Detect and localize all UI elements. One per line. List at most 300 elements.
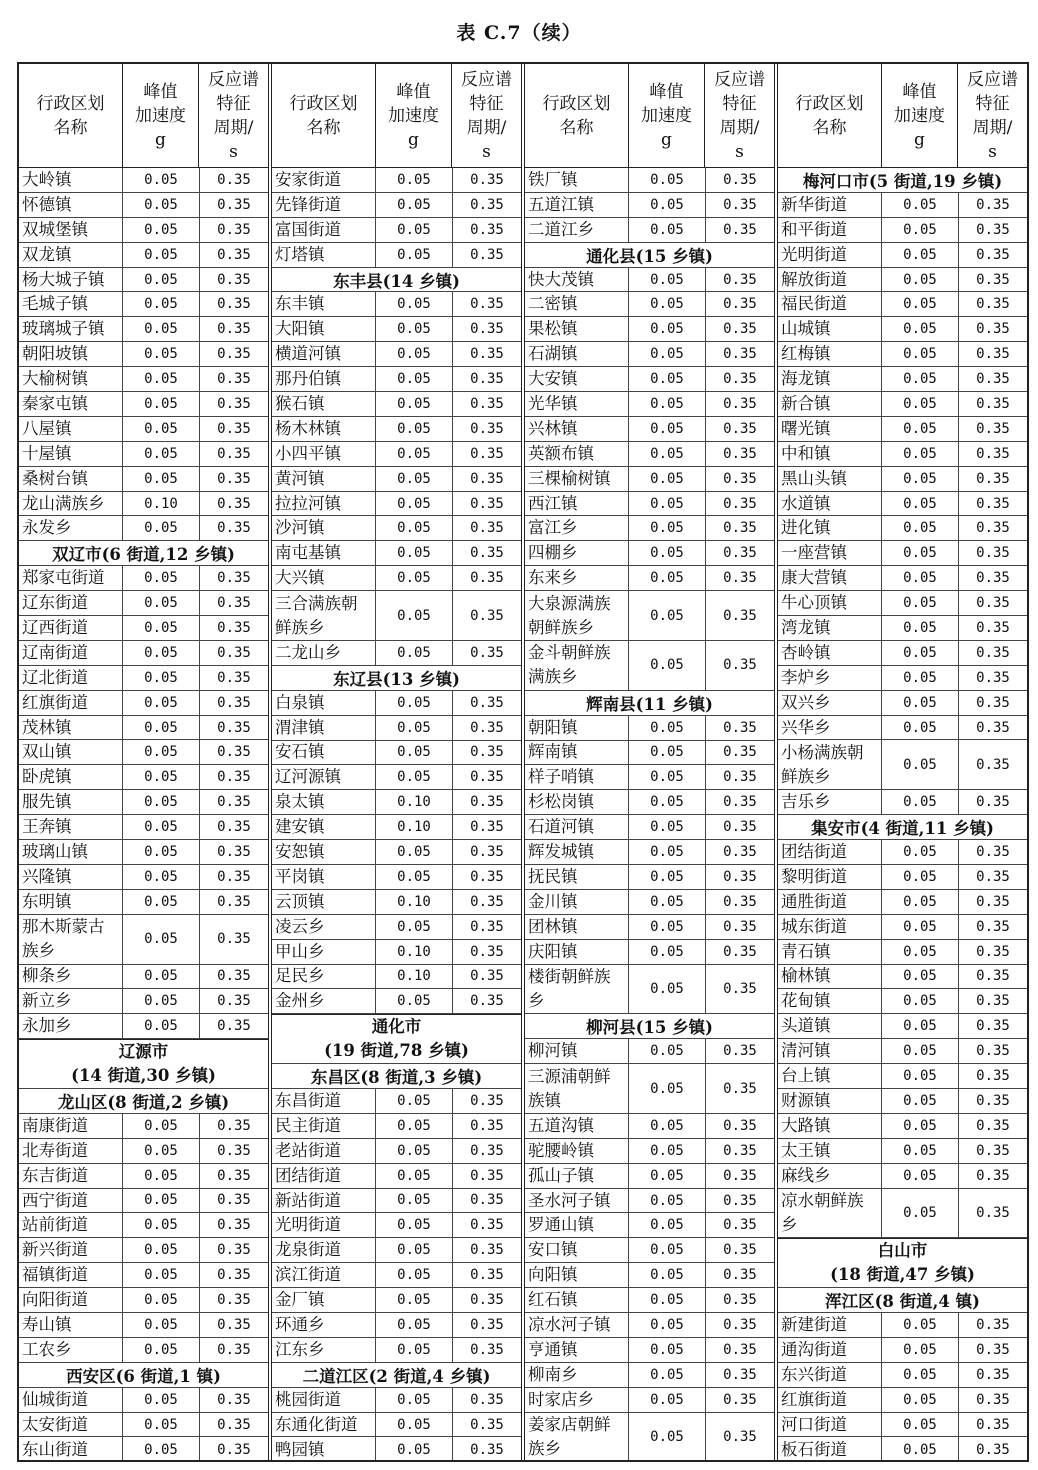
peak-acceleration: 0.05 bbox=[123, 1114, 200, 1138]
table-row bbox=[272, 193, 521, 218]
peak-acceleration: 0.10 bbox=[376, 965, 453, 989]
division-name: 杨木林镇 bbox=[272, 417, 376, 441]
header-pga: 峰值 加速度 g bbox=[376, 64, 452, 167]
characteristic-period: 0.35 bbox=[976, 968, 1010, 985]
table-row bbox=[19, 1437, 268, 1460]
division-name: 小四平镇 bbox=[272, 442, 376, 466]
division-name: 水道镇 bbox=[778, 492, 882, 516]
table-row bbox=[19, 840, 268, 865]
table-row bbox=[525, 168, 774, 193]
peak-acceleration: 0.05 bbox=[629, 268, 706, 292]
table-row bbox=[272, 641, 521, 666]
peak-acceleration: 0.05 bbox=[882, 915, 959, 939]
section-heading bbox=[272, 268, 521, 293]
peak-acceleration: 0.05 bbox=[123, 865, 200, 889]
header-pga: 峰值 加速度 g bbox=[123, 64, 199, 167]
peak-acceleration: 0.05 bbox=[882, 790, 959, 814]
column-header bbox=[272, 64, 521, 168]
characteristic-period: 0.35 bbox=[723, 271, 757, 288]
peak-acceleration: 0.05 bbox=[629, 1064, 706, 1113]
division-name: 进化镇 bbox=[778, 516, 882, 540]
characteristic-period: 0.35 bbox=[723, 1217, 757, 1234]
characteristic-period: 0.35 bbox=[470, 1267, 504, 1284]
division-name: 头道镇 bbox=[778, 1014, 882, 1038]
division-name: 站前街道 bbox=[19, 1213, 123, 1237]
peak-acceleration: 0.05 bbox=[629, 317, 706, 341]
characteristic-period: 0.35 bbox=[470, 694, 504, 711]
table-row bbox=[525, 1413, 774, 1460]
table-row bbox=[272, 1288, 521, 1313]
table-row bbox=[778, 516, 1027, 541]
table-row bbox=[272, 566, 521, 591]
division-name: 大岭镇 bbox=[19, 168, 123, 192]
division-name: 安口镇 bbox=[525, 1238, 629, 1262]
table-row bbox=[525, 1139, 774, 1164]
table-row bbox=[778, 392, 1027, 417]
table-row bbox=[525, 392, 774, 417]
characteristic-period: 0.35 bbox=[976, 1341, 1010, 1358]
characteristic-period: 0.35 bbox=[217, 296, 251, 313]
table-row bbox=[19, 193, 268, 218]
division-name: 玻璃城子镇 bbox=[19, 317, 123, 341]
characteristic-period: 0.35 bbox=[723, 445, 757, 462]
table-row bbox=[525, 292, 774, 317]
characteristic-period: 0.35 bbox=[470, 868, 504, 885]
table-column bbox=[524, 64, 775, 1460]
division-name: 金川镇 bbox=[525, 890, 629, 914]
table-row bbox=[778, 1437, 1027, 1460]
division-name: 兴华乡 bbox=[778, 716, 882, 740]
table-row bbox=[272, 392, 521, 417]
table-column bbox=[271, 64, 522, 1460]
division-name: 柳条乡 bbox=[19, 965, 123, 989]
table-row bbox=[525, 741, 774, 766]
section-heading bbox=[19, 541, 268, 566]
peak-acceleration: 0.05 bbox=[123, 1189, 200, 1213]
table-row bbox=[19, 492, 268, 517]
section-title: 梅河口市(5 街道,19 乡镇) bbox=[802, 171, 1003, 191]
division-name: 新立乡 bbox=[19, 989, 123, 1013]
peak-acceleration: 0.05 bbox=[123, 1313, 200, 1337]
header-name: 行政区划 名称 bbox=[778, 64, 882, 167]
division-name: 东来乡 bbox=[525, 566, 629, 590]
peak-acceleration: 0.05 bbox=[882, 1139, 959, 1163]
characteristic-period: 0.35 bbox=[723, 371, 757, 388]
characteristic-period: 0.35 bbox=[976, 445, 1010, 462]
division-name: 红石镇 bbox=[525, 1288, 629, 1312]
peak-acceleration: 0.05 bbox=[376, 765, 453, 789]
peak-acceleration: 0.05 bbox=[376, 1413, 453, 1437]
division-name: 辽西街道 bbox=[19, 616, 123, 640]
peak-acceleration: 0.05 bbox=[629, 541, 706, 565]
peak-acceleration: 0.05 bbox=[376, 840, 453, 864]
header-pga: 峰值 加速度 g bbox=[629, 64, 705, 167]
division-name: 灯塔镇 bbox=[272, 243, 376, 267]
column-body bbox=[272, 168, 521, 1460]
table-row bbox=[778, 292, 1027, 317]
division-name: 仙城街道 bbox=[19, 1388, 123, 1412]
table-row bbox=[525, 1213, 774, 1238]
characteristic-period: 0.35 bbox=[470, 196, 504, 213]
section-heading bbox=[525, 691, 774, 716]
peak-acceleration: 0.05 bbox=[629, 292, 706, 316]
table-column bbox=[19, 64, 269, 1460]
table-row bbox=[525, 342, 774, 367]
characteristic-period: 0.35 bbox=[217, 520, 251, 537]
table-row bbox=[525, 1363, 774, 1388]
table-row bbox=[778, 541, 1027, 566]
table-row bbox=[778, 1164, 1027, 1189]
characteristic-period: 0.35 bbox=[217, 819, 251, 836]
seismic-parameter-table bbox=[17, 62, 1029, 1462]
table-row bbox=[19, 442, 268, 467]
table-row bbox=[778, 915, 1027, 940]
characteristic-period: 0.35 bbox=[217, 1117, 251, 1134]
table-row bbox=[525, 268, 774, 293]
table-row bbox=[525, 716, 774, 741]
peak-acceleration: 0.05 bbox=[123, 1288, 200, 1312]
division-name: 光明街道 bbox=[272, 1213, 376, 1237]
table-row bbox=[272, 516, 521, 541]
peak-acceleration: 0.05 bbox=[123, 442, 200, 466]
division-name: 东明镇 bbox=[19, 890, 123, 914]
table-row bbox=[778, 1039, 1027, 1064]
peak-acceleration: 0.05 bbox=[376, 1213, 453, 1237]
characteristic-period: 0.35 bbox=[723, 395, 757, 412]
peak-acceleration: 0.05 bbox=[629, 1363, 706, 1387]
peak-acceleration: 0.05 bbox=[882, 691, 959, 715]
peak-acceleration: 0.05 bbox=[376, 865, 453, 889]
division-name: 西江镇 bbox=[525, 492, 629, 516]
table-row bbox=[778, 218, 1027, 243]
table-row bbox=[19, 317, 268, 342]
division-name: 团结街道 bbox=[778, 840, 882, 864]
peak-acceleration: 0.05 bbox=[882, 940, 959, 964]
table-row bbox=[525, 1164, 774, 1189]
peak-acceleration: 0.05 bbox=[629, 516, 706, 540]
characteristic-period: 0.35 bbox=[470, 445, 504, 462]
division-name: 团林镇 bbox=[525, 915, 629, 939]
characteristic-period: 0.35 bbox=[723, 545, 757, 562]
peak-acceleration: 0.05 bbox=[629, 1039, 706, 1063]
column-header bbox=[525, 64, 774, 168]
characteristic-period: 0.35 bbox=[217, 171, 251, 188]
characteristic-period: 0.35 bbox=[217, 843, 251, 860]
division-name: 石湖镇 bbox=[525, 342, 629, 366]
division-name: 康大营镇 bbox=[778, 566, 882, 590]
characteristic-period: 0.35 bbox=[217, 1167, 251, 1184]
table-row bbox=[525, 940, 774, 965]
peak-acceleration: 0.05 bbox=[376, 641, 453, 665]
table-row bbox=[19, 367, 268, 392]
table-row bbox=[778, 641, 1027, 666]
division-name: 福民街道 bbox=[778, 292, 882, 316]
peak-acceleration: 0.05 bbox=[882, 1363, 959, 1387]
characteristic-period: 0.35 bbox=[470, 1416, 504, 1433]
division-name: 红旗街道 bbox=[19, 691, 123, 715]
division-name: 滨江街道 bbox=[272, 1263, 376, 1287]
characteristic-period: 0.35 bbox=[723, 1391, 757, 1408]
characteristic-period: 0.35 bbox=[723, 196, 757, 213]
peak-acceleration: 0.05 bbox=[123, 516, 200, 540]
peak-acceleration: 0.05 bbox=[376, 1089, 453, 1113]
characteristic-period: 0.35 bbox=[723, 943, 757, 960]
characteristic-period: 0.35 bbox=[217, 893, 251, 910]
header-period: 反应谱 特征 周期/ s bbox=[461, 69, 512, 162]
characteristic-period: 0.35 bbox=[976, 346, 1010, 363]
peak-acceleration: 0.05 bbox=[629, 765, 706, 789]
table-row bbox=[19, 989, 268, 1014]
peak-acceleration: 0.05 bbox=[123, 168, 200, 192]
peak-acceleration: 0.10 bbox=[123, 492, 200, 516]
characteristic-period: 0.35 bbox=[976, 893, 1010, 910]
column-body bbox=[19, 168, 268, 1460]
table-row bbox=[778, 1064, 1027, 1089]
characteristic-period: 0.35 bbox=[976, 1167, 1010, 1184]
table-row bbox=[19, 666, 268, 691]
characteristic-period: 0.35 bbox=[470, 346, 504, 363]
peak-acceleration: 0.05 bbox=[629, 1238, 706, 1262]
peak-acceleration: 0.05 bbox=[629, 1213, 706, 1237]
table-row bbox=[272, 1189, 521, 1214]
division-name: 双山镇 bbox=[19, 740, 123, 764]
division-name: 新兴街道 bbox=[19, 1238, 123, 1262]
division-name: 太王镇 bbox=[778, 1139, 882, 1163]
table-row bbox=[525, 317, 774, 342]
division-name: 清河镇 bbox=[778, 1039, 882, 1063]
peak-acceleration: 0.05 bbox=[882, 492, 959, 516]
characteristic-period: 0.35 bbox=[723, 1043, 757, 1060]
characteristic-period: 0.35 bbox=[470, 719, 504, 736]
characteristic-period: 0.35 bbox=[217, 196, 251, 213]
division-name: 大路镇 bbox=[778, 1114, 882, 1138]
characteristic-period: 0.35 bbox=[470, 1142, 504, 1159]
characteristic-period: 0.35 bbox=[217, 644, 251, 661]
characteristic-period: 0.35 bbox=[217, 570, 251, 587]
peak-acceleration: 0.05 bbox=[629, 392, 706, 416]
division-name: 柳南乡 bbox=[525, 1363, 629, 1387]
division-name: 通沟街道 bbox=[778, 1338, 882, 1362]
table-row bbox=[525, 890, 774, 915]
peak-acceleration: 0.05 bbox=[123, 691, 200, 715]
division-name: 凉水河子镇 bbox=[525, 1313, 629, 1337]
peak-acceleration: 0.05 bbox=[123, 641, 200, 665]
section-heading bbox=[525, 243, 774, 268]
peak-acceleration: 0.05 bbox=[882, 417, 959, 441]
table-row bbox=[19, 591, 268, 616]
characteristic-period: 0.35 bbox=[217, 1242, 251, 1259]
division-name: 南屯基镇 bbox=[272, 541, 376, 565]
division-name: 大阳镇 bbox=[272, 317, 376, 341]
characteristic-period: 0.35 bbox=[976, 943, 1010, 960]
peak-acceleration: 0.05 bbox=[123, 790, 200, 814]
characteristic-period: 0.35 bbox=[217, 868, 251, 885]
division-name: 辽南街道 bbox=[19, 641, 123, 665]
peak-acceleration: 0.05 bbox=[882, 442, 959, 466]
table-row bbox=[778, 193, 1027, 218]
header-name: 行政区划 名称 bbox=[272, 64, 376, 167]
characteristic-period: 0.35 bbox=[976, 395, 1010, 412]
characteristic-period: 0.35 bbox=[470, 520, 504, 537]
characteristic-period: 0.35 bbox=[470, 744, 504, 761]
peak-acceleration: 0.05 bbox=[376, 1139, 453, 1163]
division-name: 海龙镇 bbox=[778, 367, 882, 391]
table-row bbox=[272, 1164, 521, 1189]
characteristic-period: 0.35 bbox=[470, 420, 504, 437]
division-name: 三源浦朝鲜 族镇 bbox=[525, 1064, 629, 1113]
peak-acceleration: 0.05 bbox=[123, 740, 200, 764]
division-name: 双城堡镇 bbox=[19, 218, 123, 242]
division-name: 李炉乡 bbox=[778, 666, 882, 690]
peak-acceleration: 0.05 bbox=[882, 566, 959, 590]
characteristic-period: 0.35 bbox=[470, 470, 504, 487]
division-name: 那木斯蒙古 族乡 bbox=[19, 915, 123, 964]
table-row bbox=[19, 1213, 268, 1238]
division-name: 城东街道 bbox=[778, 915, 882, 939]
table-row bbox=[525, 1288, 774, 1313]
division-name: 横道河镇 bbox=[272, 342, 376, 366]
division-name: 服先镇 bbox=[19, 790, 123, 814]
table-row bbox=[525, 591, 774, 641]
peak-acceleration: 0.05 bbox=[123, 417, 200, 441]
table-row bbox=[778, 1388, 1027, 1413]
table-row bbox=[19, 1139, 268, 1164]
peak-acceleration: 0.05 bbox=[882, 840, 959, 864]
table-row bbox=[19, 1413, 268, 1438]
division-name: 二道江乡 bbox=[525, 218, 629, 242]
division-name: 时家店乡 bbox=[525, 1388, 629, 1412]
peak-acceleration: 0.05 bbox=[629, 442, 706, 466]
peak-acceleration: 0.05 bbox=[629, 1164, 706, 1188]
header-pga: 峰值 加速度 g bbox=[882, 64, 958, 167]
peak-acceleration: 0.05 bbox=[629, 417, 706, 441]
characteristic-period: 0.35 bbox=[976, 1068, 1010, 1085]
peak-acceleration: 0.05 bbox=[123, 317, 200, 341]
characteristic-period: 0.35 bbox=[976, 619, 1010, 636]
peak-acceleration: 0.05 bbox=[376, 193, 453, 217]
table-row bbox=[272, 168, 521, 193]
table-row bbox=[525, 965, 774, 1015]
characteristic-period: 0.35 bbox=[976, 470, 1010, 487]
table-row bbox=[19, 965, 268, 990]
division-name: 北寿街道 bbox=[19, 1139, 123, 1163]
table-row bbox=[778, 1413, 1027, 1438]
division-name: 黎明街道 bbox=[778, 865, 882, 889]
characteristic-period: 0.35 bbox=[976, 321, 1010, 338]
table-row bbox=[272, 965, 521, 990]
table-title: 表 C.7（续） bbox=[456, 22, 582, 44]
division-name: 龙泉街道 bbox=[272, 1238, 376, 1262]
characteristic-period: 0.35 bbox=[470, 1092, 504, 1109]
division-name: 八屋镇 bbox=[19, 417, 123, 441]
division-name: 和平街道 bbox=[778, 218, 882, 242]
division-name: 杉松岗镇 bbox=[525, 790, 629, 814]
table-row bbox=[272, 1313, 521, 1338]
table-row bbox=[525, 1064, 774, 1114]
peak-acceleration: 0.05 bbox=[882, 1089, 959, 1113]
division-name: 金厂镇 bbox=[272, 1288, 376, 1312]
characteristic-period: 0.35 bbox=[723, 1080, 757, 1097]
characteristic-period: 0.35 bbox=[723, 769, 757, 786]
division-name: 新合镇 bbox=[778, 392, 882, 416]
section-title: 通化县(15 乡镇) bbox=[586, 246, 713, 266]
table-row bbox=[19, 342, 268, 367]
characteristic-period: 0.35 bbox=[217, 993, 251, 1010]
table-row bbox=[19, 243, 268, 268]
table-row bbox=[778, 691, 1027, 716]
division-name: 青石镇 bbox=[778, 940, 882, 964]
table-row bbox=[525, 815, 774, 840]
characteristic-period: 0.35 bbox=[217, 669, 251, 686]
division-name: 工农乡 bbox=[19, 1338, 123, 1362]
peak-acceleration: 0.05 bbox=[123, 815, 200, 839]
peak-acceleration: 0.05 bbox=[882, 1338, 959, 1362]
peak-acceleration: 0.05 bbox=[376, 367, 453, 391]
division-name: 东兴街道 bbox=[778, 1363, 882, 1387]
division-name: 先锋街道 bbox=[272, 193, 376, 217]
characteristic-period: 0.35 bbox=[723, 1267, 757, 1284]
header-name: 行政区划 名称 bbox=[19, 64, 123, 167]
table-row bbox=[19, 417, 268, 442]
peak-acceleration: 0.05 bbox=[629, 566, 706, 590]
table-row bbox=[272, 367, 521, 392]
table-row bbox=[778, 666, 1027, 691]
division-name: 姜家店朝鲜 族乡 bbox=[525, 1413, 629, 1460]
division-name: 安石镇 bbox=[272, 741, 376, 765]
table-row bbox=[778, 865, 1027, 890]
characteristic-period: 0.35 bbox=[470, 171, 504, 188]
division-name: 辽北街道 bbox=[19, 666, 123, 690]
column-header bbox=[19, 64, 268, 168]
table-row bbox=[778, 467, 1027, 492]
peak-acceleration: 0.05 bbox=[376, 1263, 453, 1287]
section-heading bbox=[272, 1064, 521, 1089]
division-name: 双龙镇 bbox=[19, 243, 123, 267]
peak-acceleration: 0.05 bbox=[882, 541, 959, 565]
peak-acceleration: 0.05 bbox=[882, 342, 959, 366]
peak-acceleration: 0.05 bbox=[629, 342, 706, 366]
peak-acceleration: 0.10 bbox=[376, 815, 453, 839]
section-subtitle: (19 街道,78 乡镇) bbox=[324, 1041, 469, 1061]
division-name: 通胜街道 bbox=[778, 890, 882, 914]
table-row bbox=[19, 641, 268, 666]
peak-acceleration: 0.05 bbox=[123, 193, 200, 217]
table-row bbox=[19, 790, 268, 815]
table-row bbox=[525, 417, 774, 442]
table-row bbox=[272, 865, 521, 890]
peak-acceleration: 0.05 bbox=[123, 342, 200, 366]
division-name: 建安镇 bbox=[272, 815, 376, 839]
peak-acceleration: 0.05 bbox=[376, 1313, 453, 1337]
characteristic-period: 0.35 bbox=[976, 1316, 1010, 1333]
characteristic-period: 0.35 bbox=[470, 321, 504, 338]
table-row bbox=[525, 641, 774, 691]
table-row bbox=[19, 168, 268, 193]
division-name: 光华镇 bbox=[525, 392, 629, 416]
section-heading bbox=[272, 1363, 521, 1388]
section-title: 辽源市 bbox=[118, 1042, 169, 1062]
table-row bbox=[19, 716, 268, 741]
characteristic-period: 0.35 bbox=[217, 321, 251, 338]
table-row bbox=[19, 1014, 268, 1039]
column-body bbox=[778, 168, 1027, 1460]
characteristic-period: 0.35 bbox=[723, 719, 757, 736]
division-name: 样子哨镇 bbox=[525, 765, 629, 789]
division-name: 湾龙镇 bbox=[778, 616, 882, 640]
peak-acceleration: 0.05 bbox=[882, 1014, 959, 1038]
section-title: 东辽县(13 乡镇) bbox=[333, 669, 460, 689]
division-name: 双兴乡 bbox=[778, 691, 882, 715]
